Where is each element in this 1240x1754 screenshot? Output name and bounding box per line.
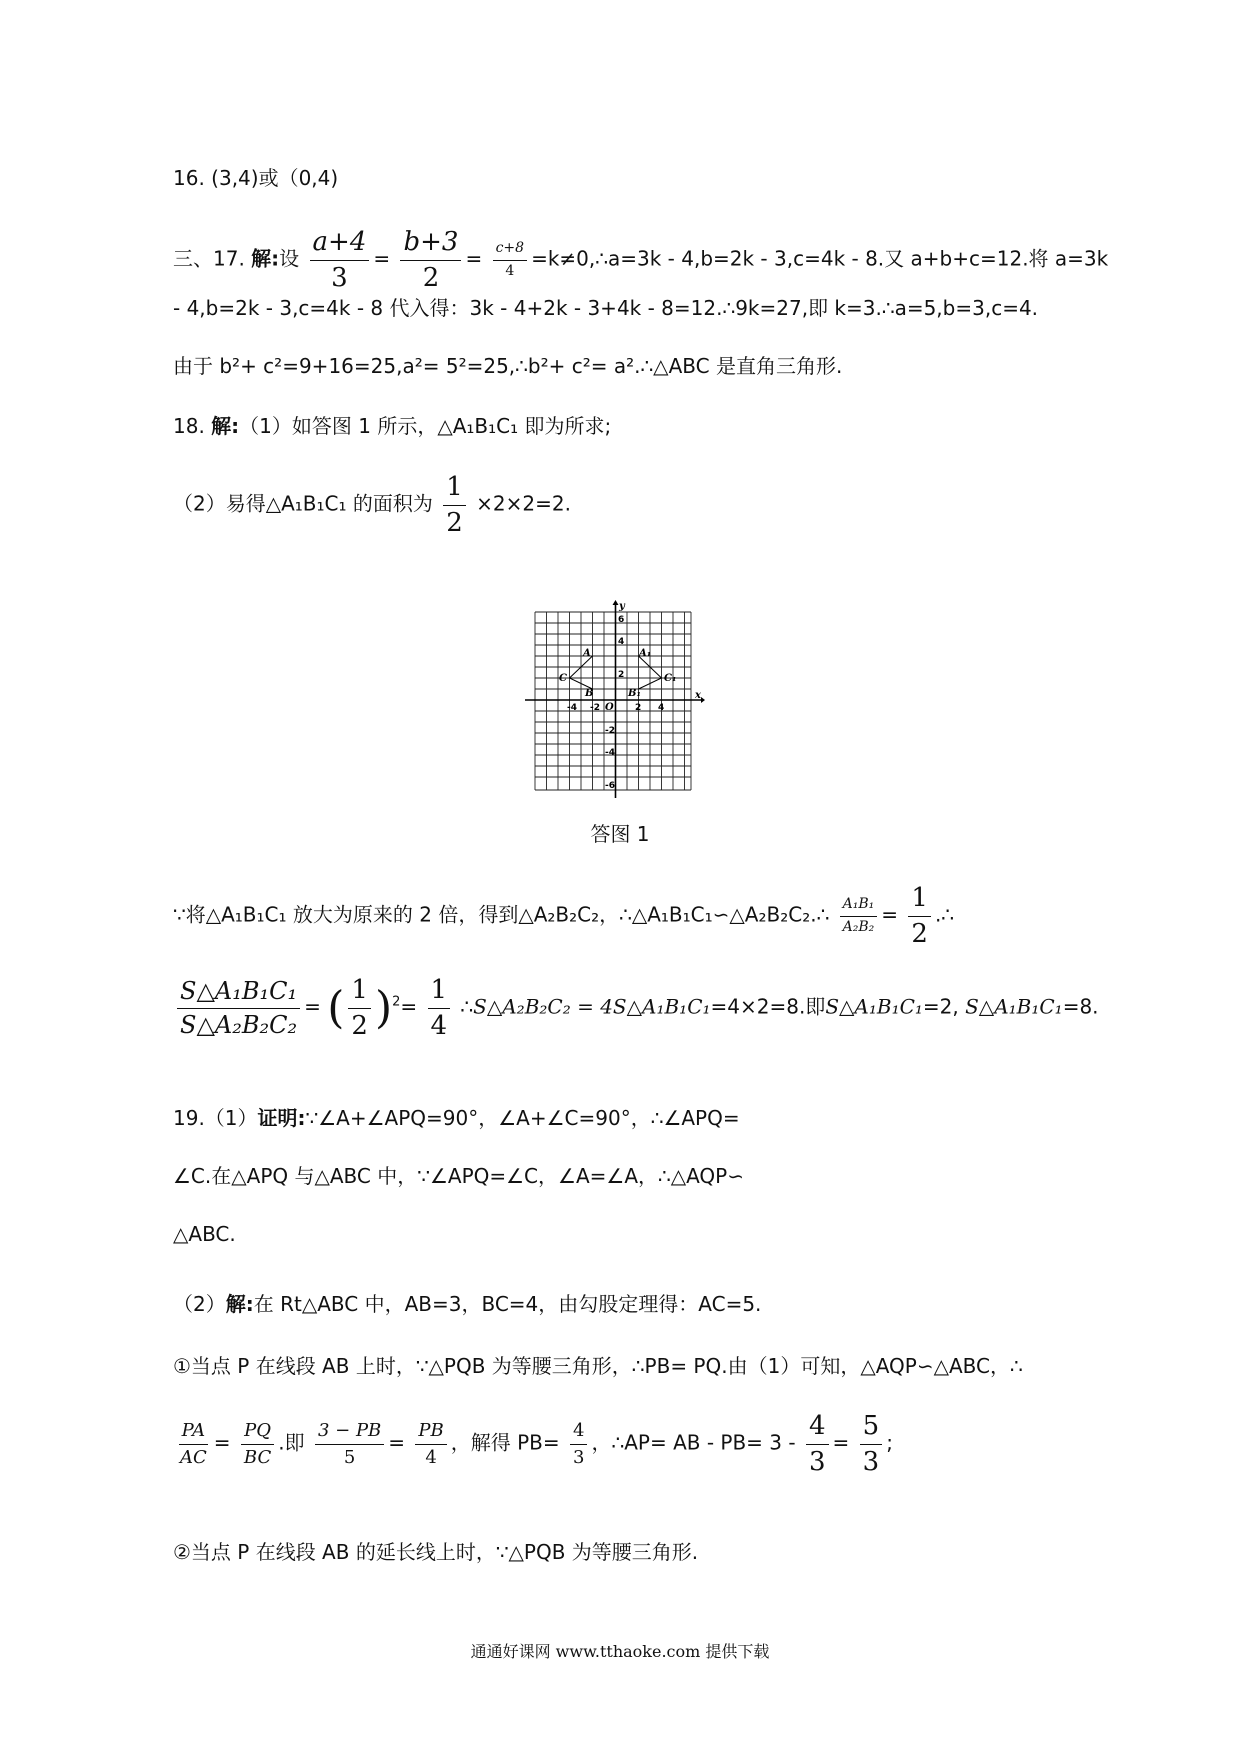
- answer-19-line6: $\frac{PA}{AC}$ = $\frac{PQ}{BC}$ .即 $\frac{3 - PB}{5}$ = $\frac{PB}{4}$ ，解得 PB= $\frac{4}{3}$ ，∴AP= AB - PB= 3 - $\frac{4}{3}$ = $\frac{5}{3}$ ;: [173, 1412, 893, 1476]
- point-b1: B₁: [628, 688, 641, 699]
- answer-17-line2: - 4,b=2k - 3,c=4k - 8 代入得：3k - 4+2k - 3+4k - 8=12.∴9k=27,即 k=3.∴a=5,b=3,c=4.: [173, 296, 1039, 320]
- fraction-4-3-big: $\frac{4}{3}$: [806, 1412, 829, 1476]
- answer-19-line2: ∠C.在△APQ 与△ABC 中，∵∠APQ=∠C，∠A=∠A，∴△AQP∽: [173, 1164, 744, 1188]
- answer-16: 16. (3,4)或（0,4): [173, 166, 339, 190]
- answer-18-part1: 18. 解:（1）如答图 1 所示，△A₁B₁C₁ 即为所求;: [173, 414, 612, 438]
- left-paren: (: [327, 982, 345, 1034]
- fraction-half: $\frac{1}{2}$: [348, 976, 371, 1040]
- answer-19-line3: △ABC.: [173, 1222, 236, 1246]
- figure-caption: 答图 1: [590, 822, 650, 846]
- point-b: B: [585, 688, 594, 699]
- fraction-pb-4: $\frac{PB}{4}$: [415, 1421, 446, 1468]
- answer-18-part3: ∵将△A₁B₁C₁ 放大为原来的 2 倍，得到△A₂B₂C₂，∴△A₁B₁C₁∽△A₂B₂C₂.∴ $\frac{\text{A₁B₁}}{\text{A₂B₂}}$ = $\frac{1}{2}$ .∴: [173, 883, 955, 949]
- ratio-fraction: $\frac{\text{A₁B₁}}{\text{A₂B₂}}$: [840, 897, 878, 935]
- y-axis-arrow-icon: [613, 600, 619, 605]
- x-tick-minus4: -4: [567, 703, 577, 713]
- fraction-a: $\frac{a+4}{3}$: [310, 228, 370, 292]
- x-axis-label: x: [695, 690, 701, 701]
- answer-19-line1: 19.（1）证明:∵∠A+∠APQ=90°，∠A+∠C=90°，∴∠APQ=: [173, 1106, 740, 1130]
- answer-18-part2: （2）易得△A₁B₁C₁ 的面积为 $\frac{1}{2}$ ×2×2=2.: [173, 472, 571, 538]
- grid-lines: [535, 612, 691, 790]
- solution-label: 解:: [251, 246, 280, 271]
- fraction-4-3: $\frac{4}{3}$: [570, 1421, 587, 1468]
- fraction-b: $\frac{b+3}{2}$: [400, 228, 461, 292]
- fraction-pa-ac: $\frac{PA}{AC}$: [180, 1419, 207, 1468]
- y-tick-minus4: -4: [605, 748, 615, 758]
- point-a: A: [583, 648, 591, 659]
- y-tick-minus6: -6: [605, 781, 615, 791]
- x-tick-2: 2: [635, 703, 642, 713]
- x-axis-arrow-icon: [701, 697, 705, 703]
- equation-text: =k≠0,∴a=3k - 4,b=2k - 3,c=4k - 8.又 a+b+c=12.将 a=3k: [531, 246, 1109, 271]
- y-tick-6: 6: [618, 615, 625, 625]
- origin-label: O: [605, 702, 614, 713]
- answer-17-line1: 三、17. 解:设 $\frac{a+4}{3}$ = $\frac{b+3}{2}$ = $\frac{c+8}{4}$ =k≠0,∴a=3k - 4,b=2k - 3,c=4k - 8.又 a+b+c=12.将 a=3k: [173, 227, 1109, 293]
- x-tick-minus2: -2: [590, 703, 600, 713]
- fraction-pq-bc: $\frac{PQ}{BC}$: [241, 1421, 274, 1468]
- y-tick-4: 4: [618, 637, 625, 647]
- fraction-5-3: $\frac{5}{3}$: [860, 1412, 883, 1476]
- x-tick-4: 4: [658, 703, 665, 713]
- coordinate-grid-figure: [525, 600, 705, 800]
- point-c: C: [559, 673, 567, 684]
- question-number: 三、17.: [173, 246, 245, 271]
- answer-19-line5: ①当点 P 在线段 AB 上时，∵△PQB 为等腰三角形，∴PB= PQ.由（1）可知，△AQP∽△ABC，∴: [173, 1354, 1023, 1378]
- y-axis-label: y: [619, 601, 625, 612]
- fraction-3-pb: $\frac{3 - PB}{5}$: [315, 1421, 384, 1468]
- page-footer: 通通好课网 www.tthaoke.com 提供下载: [470, 1642, 770, 1661]
- fraction-half: $\frac{1}{2}$: [908, 884, 931, 948]
- square-exponent: 2: [392, 994, 401, 1010]
- y-tick-2: 2: [618, 670, 625, 680]
- answer-17-line3: 由于 b²+ c²=9+16=25,a²= 5²=25,∴b²+ c²= a².∴△ABC 是直角三角形.: [173, 354, 843, 378]
- fraction-quarter: $\frac{1}{4}$: [428, 976, 451, 1040]
- point-c1: C₁: [664, 673, 677, 684]
- right-paren: ): [374, 982, 393, 1034]
- answer-19-line4: （2）解:在 Rt△ABC 中，AB=3，BC=4，由勾股定理得：AC=5.: [173, 1292, 762, 1316]
- answer-18-part4: $\frac{\text{S△A₁B₁C₁}}{\text{S△A₂B₂C₂}}$ = ( $\frac{1}{2}$ )$^2$= $\frac{1}{4}$ ∴S△A₂B₂C₂ = 4S△A₁B₁C₁=4×2=8.即S△A₁B₁C₁=2, S△A₁B₁C₁=8.: [173, 976, 1099, 1040]
- area-relation: S△A₂B₂C₂ = 4S△A₁B₁C₁: [473, 994, 711, 1019]
- set-word: 设: [279, 246, 300, 271]
- y-tick-minus2: -2: [605, 726, 615, 736]
- fraction-half: $\frac{1}{2}$: [443, 473, 466, 537]
- point-a1: A₁: [639, 648, 652, 659]
- fraction-c: $\frac{c+8}{4}$: [493, 241, 527, 279]
- answer-19-line7: ②当点 P 在线段 AB 的延长线上时，∵△PQB 为等腰三角形.: [173, 1540, 699, 1564]
- area-ratio-fraction: $\frac{\text{S△A₁B₁C₁}}{\text{S△A₂B₂C₂}}$: [177, 978, 300, 1038]
